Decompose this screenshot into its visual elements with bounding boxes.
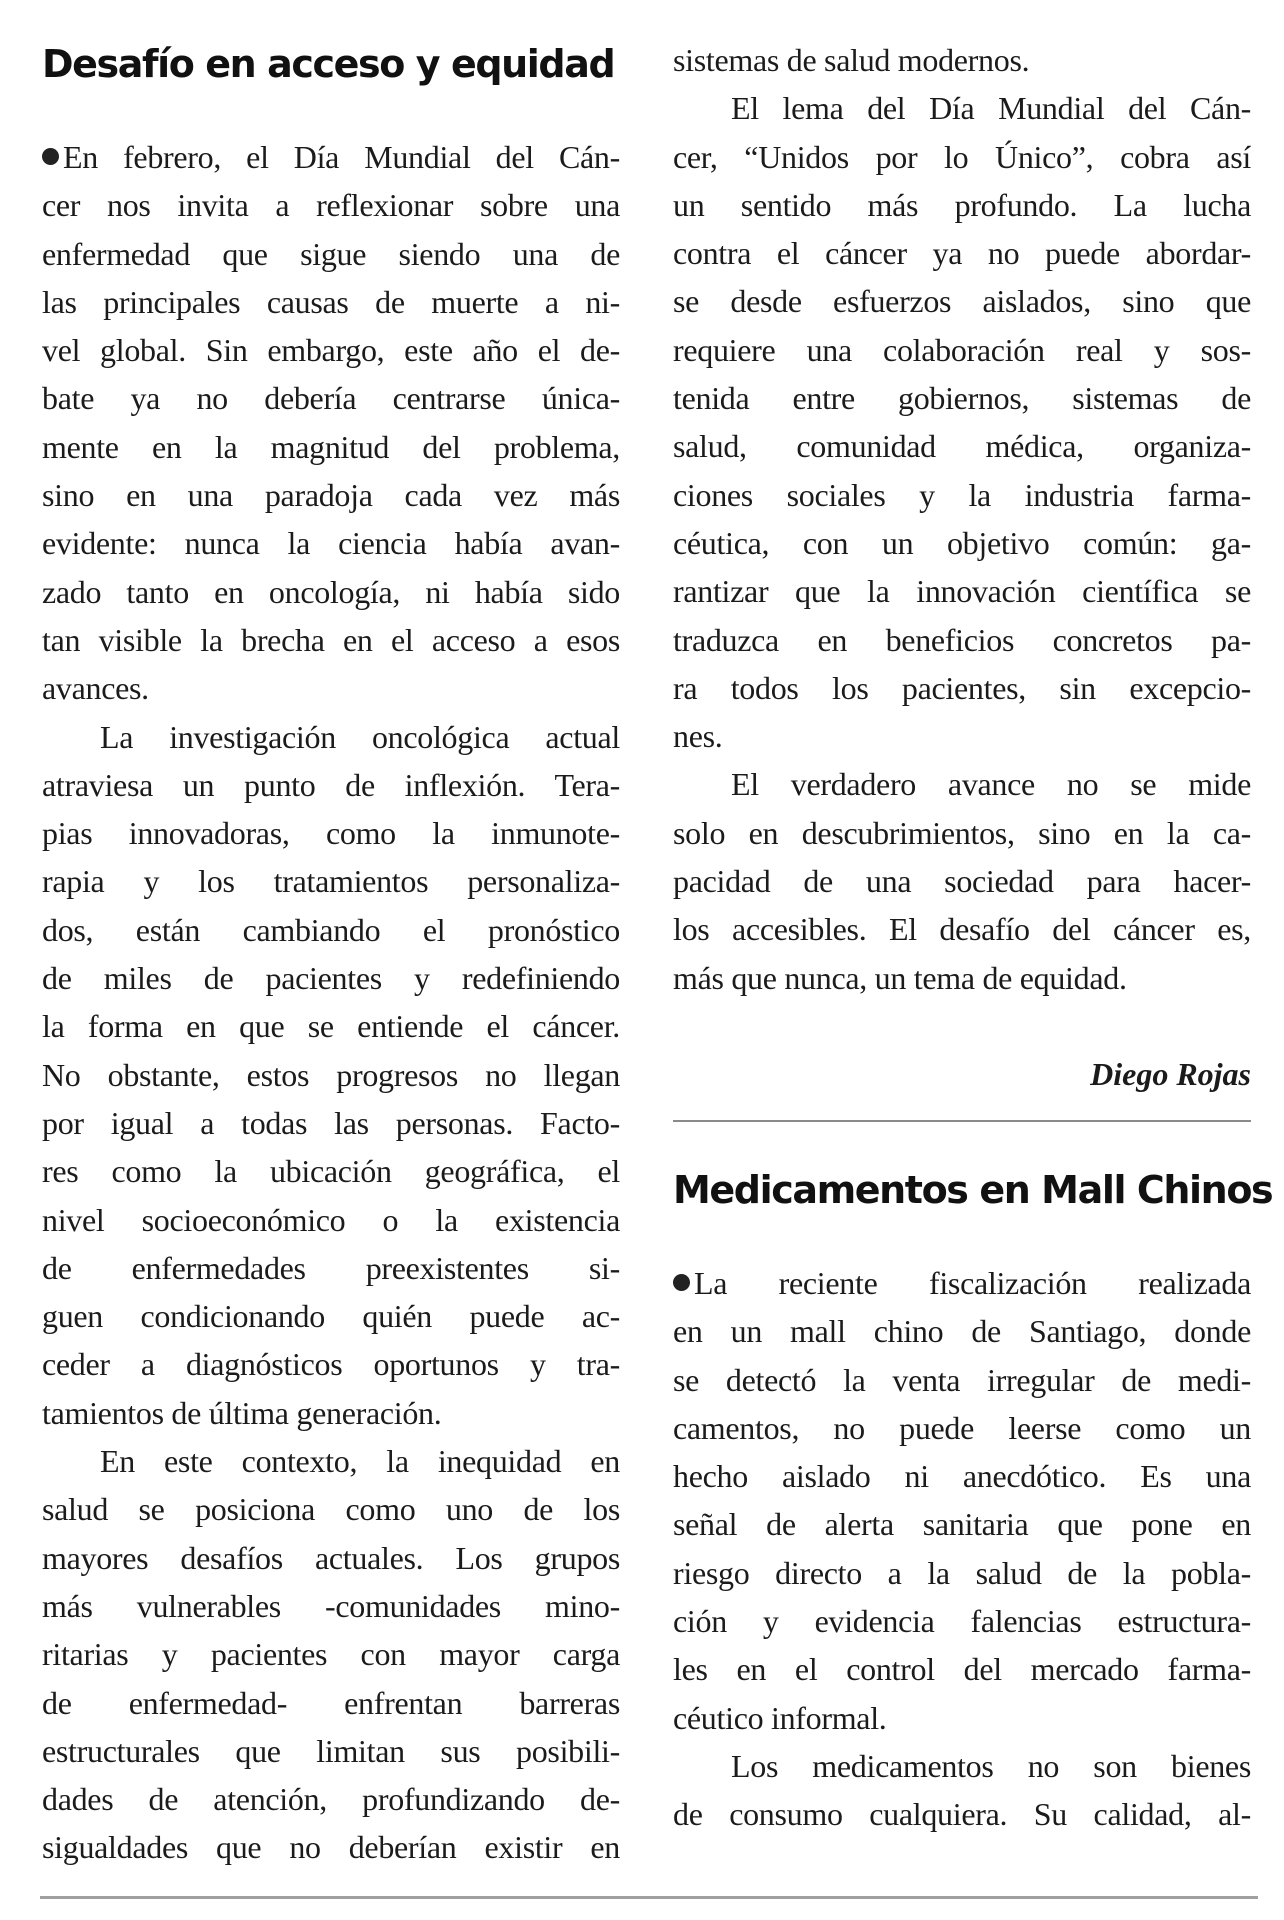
article1-line: zado tanto en oncología, ni había sido bbox=[42, 573, 620, 610]
article1-line: dades de atención, profundizando de- bbox=[42, 1781, 620, 1818]
article1-line: requiere una colaboración real y sos- bbox=[673, 331, 1251, 368]
article1-line: más que nunca, un tema de equidad. bbox=[673, 959, 1127, 996]
article2-line: camentos, no puede leerse como un bbox=[673, 1409, 1251, 1446]
article2-line: de consumo cualquiera. Su calidad, al- bbox=[673, 1796, 1251, 1833]
article1-line: En este contexto, la inequidad en bbox=[100, 1443, 620, 1480]
article1-line: El lema del Día Mundial del Cán- bbox=[731, 90, 1251, 127]
article1-line: No obstante, estos progresos no llegan bbox=[42, 1056, 620, 1093]
article2-line: Los medicamentos no son bienes bbox=[731, 1747, 1251, 1784]
article1-line: cer nos invita a reflexionar sobre una bbox=[42, 187, 620, 224]
article1-line: El verdadero avance no se mide bbox=[731, 766, 1251, 803]
article1-line: sistemas de salud modernos. bbox=[673, 42, 1030, 78]
article1-headline: Desafío en acceso y equidad bbox=[42, 42, 615, 86]
left-column bbox=[42, 36, 620, 1872]
article1-line: nes. bbox=[673, 718, 723, 755]
bullet-icon bbox=[42, 148, 59, 165]
article1-line: se desde esfuerzos aislados, sino que bbox=[673, 283, 1251, 320]
article1-line: sigualdades que no deberían existir en bbox=[42, 1829, 620, 1866]
article1-line: ceder a diagnósticos oportunos y tra- bbox=[42, 1346, 620, 1383]
article1-line: por igual a todas las personas. Facto- bbox=[42, 1104, 620, 1141]
article1-line: un sentido más profundo. La lucha bbox=[673, 186, 1251, 223]
article1-line: nivel socioeconómico o la existencia bbox=[42, 1201, 620, 1238]
article1-line: de enfermedad- enfrentan barreras bbox=[42, 1684, 620, 1721]
article1-line: evidente: nunca la ciencia había avan- bbox=[42, 525, 620, 562]
article1-line: bate ya no debería centrarse única- bbox=[42, 380, 620, 417]
article1-line: atraviesa un punto de inflexión. Tera- bbox=[42, 766, 620, 803]
article1-line: estructurales que limitan sus posibili- bbox=[42, 1732, 620, 1769]
article1-line: pias innovadoras, como la inmunote- bbox=[42, 815, 620, 852]
article1-line: ciones sociales y la industria farma- bbox=[673, 476, 1251, 513]
article1-line: solo en descubrimientos, sino en la ca- bbox=[673, 814, 1251, 851]
bottom-divider bbox=[40, 1896, 1258, 1899]
article1-line: salud se posiciona como uno de los bbox=[42, 1491, 620, 1528]
article1-line: más vulnerables -comunidades mino- bbox=[42, 1587, 620, 1624]
article1-line: En febrero, el Día Mundial del Cán- bbox=[42, 133, 620, 181]
article1-line: rantizar que la innovación científica se bbox=[673, 573, 1251, 610]
article1-line: avances. bbox=[42, 670, 149, 707]
spacer bbox=[42, 92, 620, 133]
article1-line: traduzca en beneficios concretos pa- bbox=[673, 621, 1251, 658]
article1-line: tan visible la brecha en el acceso a esos bbox=[42, 621, 620, 658]
article1-line: la forma en que se entiende el cáncer. bbox=[42, 1008, 620, 1045]
article1-line: las principales causas de muerte a ni- bbox=[42, 283, 620, 320]
article1-line: res como la ubicación geográfica, el bbox=[42, 1153, 620, 1190]
article1-line: enfermedad que sigue siendo una de bbox=[42, 235, 620, 272]
article1-author: Diego Rojas bbox=[1090, 1055, 1251, 1092]
article2-line: señal de alerta sanitaria que pone en bbox=[673, 1506, 1251, 1543]
spacer bbox=[673, 1218, 1251, 1259]
article1-line: mente en la magnitud del problema, bbox=[42, 428, 620, 465]
article1-line: rapia y los tratamientos personaliza- bbox=[42, 863, 620, 900]
article2-line: hecho aislado ni anecdótico. Es una bbox=[673, 1458, 1251, 1495]
article1-line: dos, están cambiando el pronóstico bbox=[42, 911, 620, 948]
article2-line: en un mall chino de Santiago, donde bbox=[673, 1313, 1251, 1350]
article2-line: se detectó la venta irregular de medi- bbox=[673, 1361, 1251, 1398]
section-divider bbox=[673, 1120, 1251, 1122]
article1-line: tenida entre gobiernos, sistemas de bbox=[673, 380, 1251, 417]
article1-line: pacidad de una sociedad para hacer- bbox=[673, 863, 1251, 900]
bullet-icon bbox=[673, 1274, 690, 1291]
article1-line: mayores desafíos actuales. Los grupos bbox=[42, 1539, 620, 1576]
article1-line: ritarias y pacientes con mayor carga bbox=[42, 1636, 620, 1673]
article2-line: ción y evidencia falencias estructura- bbox=[673, 1603, 1251, 1640]
spacer bbox=[673, 1002, 1251, 1050]
article1-line: sino en una paradoja cada vez más bbox=[42, 477, 620, 514]
right-column bbox=[673, 36, 1273, 1839]
article1-line: salud, comunidad médica, organiza- bbox=[673, 428, 1251, 465]
article1-line: tamientos de última generación. bbox=[42, 1394, 442, 1431]
article1-line: de enfermedades preexistentes si- bbox=[42, 1249, 620, 1286]
article1-line: guen condicionando quién puede ac- bbox=[42, 1298, 620, 1335]
article2-line: les en el control del mercado farma- bbox=[673, 1651, 1251, 1688]
article1-line: contra el cáncer ya no puede abordar- bbox=[673, 235, 1251, 272]
article2-headline: Medicamentos en Mall Chinos bbox=[673, 1167, 1273, 1212]
article1-line: ra todos los pacientes, sin excepcio- bbox=[673, 669, 1251, 706]
article1-line: los accesibles. El desafío del cáncer es, bbox=[673, 911, 1251, 948]
article2-line: riesgo directo a la salud de la pobla- bbox=[673, 1554, 1251, 1591]
article1-line: de miles de pacientes y redefiniendo bbox=[42, 960, 620, 997]
article2-line: céutico informal. bbox=[673, 1699, 887, 1736]
article1-line: cer, “Unidos por lo Único”, cobra así bbox=[673, 138, 1251, 175]
article1-line: vel global. Sin embargo, este año el de- bbox=[42, 332, 620, 369]
article1-line: céutica, con un objetivo común: ga- bbox=[673, 524, 1251, 561]
article1-line: La investigación oncológica actual bbox=[100, 718, 620, 755]
article2-line: La reciente fiscalización realizada bbox=[673, 1259, 1251, 1307]
